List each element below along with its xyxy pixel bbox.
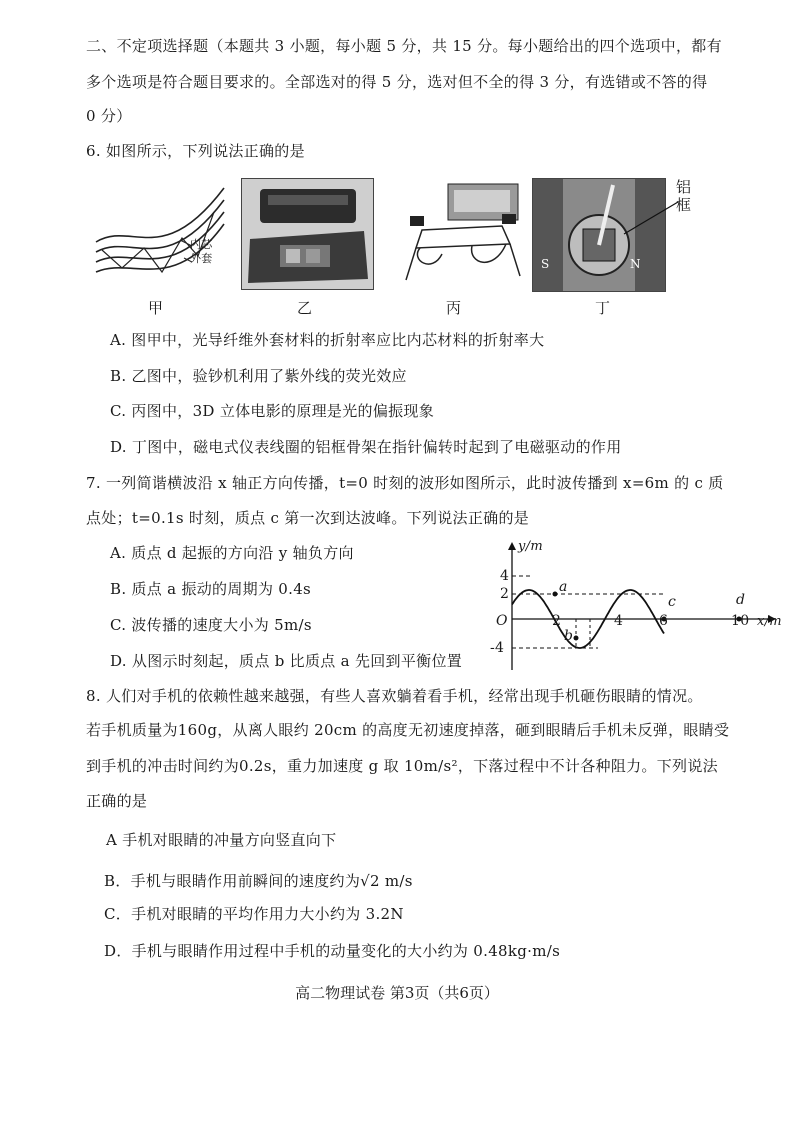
point-b-dot [574,636,579,641]
q8-option-d: D．手机与眼睛作用过程中手机的动量变化的大小约为 0.48kg·m/s [104,942,561,960]
q8-option-a: A 手机对眼睛的冲量方向竖直向下 [106,831,337,849]
figure-ding-aluminum-frame-label: 铝 框 [676,178,692,214]
section-heading-line2: 多个选项是符合题目要求的。全部选对的得 5 分，选对但不全的得 3 分，有选错或不答的得 [86,73,708,91]
x-axis-label: x/m [757,614,782,629]
x-tick-4: 4 [614,613,624,629]
q6-option-b: B. 乙图中，验钞机利用了紫外线的荧光效应 [110,367,407,385]
q6-option-a: A. 图甲中，光导纤维外套材料的折射率应比内芯材料的折射率大 [110,331,545,349]
x-tick-10: 10 [731,613,750,629]
caption-ding: 丁 [595,299,611,317]
q8-option-b: B．手机与眼睛作用前瞬间的速度约为√2 m/s [104,872,413,890]
section-heading-line1: 二、不定项选择题（本题共 3 小题，每小题 5 分，共 15 分。每小题给出的四个选项中，都有 [86,37,722,55]
y-tick-minus-4: -4 [490,640,505,656]
y-tick-4: 4 [500,568,510,584]
question-8-stem-line4: 正确的是 [86,792,148,810]
question-8-stem-line1: 8. 人们对手机的依赖性越来越强，有些人喜欢躺着看手机，经常出现手机砸伤眼睛的情况。 [86,687,703,705]
y-axis-arrow-icon [508,542,516,550]
page-footer: 高二物理试卷 第3页（共6页） [295,984,499,1002]
question-8-stem-line2: 若手机质量为160g，从离人眼约 20cm 的高度无初速度掉落，砸到眼睛后手机未反弹，眼睛受 [86,721,730,739]
y-tick-2: 2 [500,586,510,602]
q7-option-d: D. 从图示时刻起，质点 b 比质点 a 先回到平衡位置 [110,652,463,670]
figure-jia-inner-label: 内芯 [190,238,213,251]
point-d-label: d [736,592,746,608]
figure-ding-s-pole: S [541,257,550,271]
figure-jia-outer-label: 外套 [190,252,213,265]
x-tick-6: 6 [659,613,669,629]
figure-bing-3d-glasses [402,180,524,288]
point-c-label: c [668,594,677,610]
wave-graph [486,538,776,674]
question-7-stem-line1: 7. 一列简谐横波沿 x 轴正方向传播，t=0 时刻的波形如图所示，此时波传播到 x=6m 的 c 质 [86,474,724,492]
question-6-stem: 6. 如图所示，下列说法正确的是 [86,142,305,160]
point-a-label: a [559,579,568,595]
origin-label: O [496,613,508,629]
question-8-stem-line3: 到手机的冲击时间约为0.2s，重力加速度 g 取 10m/s²，下落过程中不计各种阻力。下列说法 [86,757,718,775]
section-heading-line3: 0 分） [86,107,132,125]
question-7-stem-line2: 点处；t=0.1s 时刻，质点 c 第一次到达波峰。下列说法正确的是 [86,509,530,527]
figure-jia-optical-fiber [92,180,228,280]
q6-option-d: D. 丁图中，磁电式仪表线圈的铝框骨架在指针偏转时起到了电磁驱动的作用 [110,438,622,456]
q7-option-c: C. 波传播的速度大小为 5m/s [110,616,312,634]
point-b-label: b [564,628,574,644]
q8-option-c: C．手机对眼睛的平均作用力大小约为 3.2N [104,905,404,923]
x-tick-2: 2 [552,613,562,629]
q7-option-b: B. 质点 a 振动的周期为 0.4s [110,580,312,598]
figure-yi-banknote-detector-photo [241,178,374,290]
y-axis-label: y/m [518,539,543,554]
caption-yi: 乙 [297,299,313,317]
figure-ding-n-pole: N [630,257,641,271]
caption-bing: 丙 [446,299,462,317]
point-a-dot [553,592,558,597]
q7-option-a: A. 质点 d 起振的方向沿 y 轴负方向 [110,544,354,562]
figure-ding-pointer-line [620,198,680,238]
caption-jia: 甲 [148,299,164,317]
q6-option-c: C. 丙图中，3D 立体电影的原理是光的偏振现象 [110,402,435,420]
